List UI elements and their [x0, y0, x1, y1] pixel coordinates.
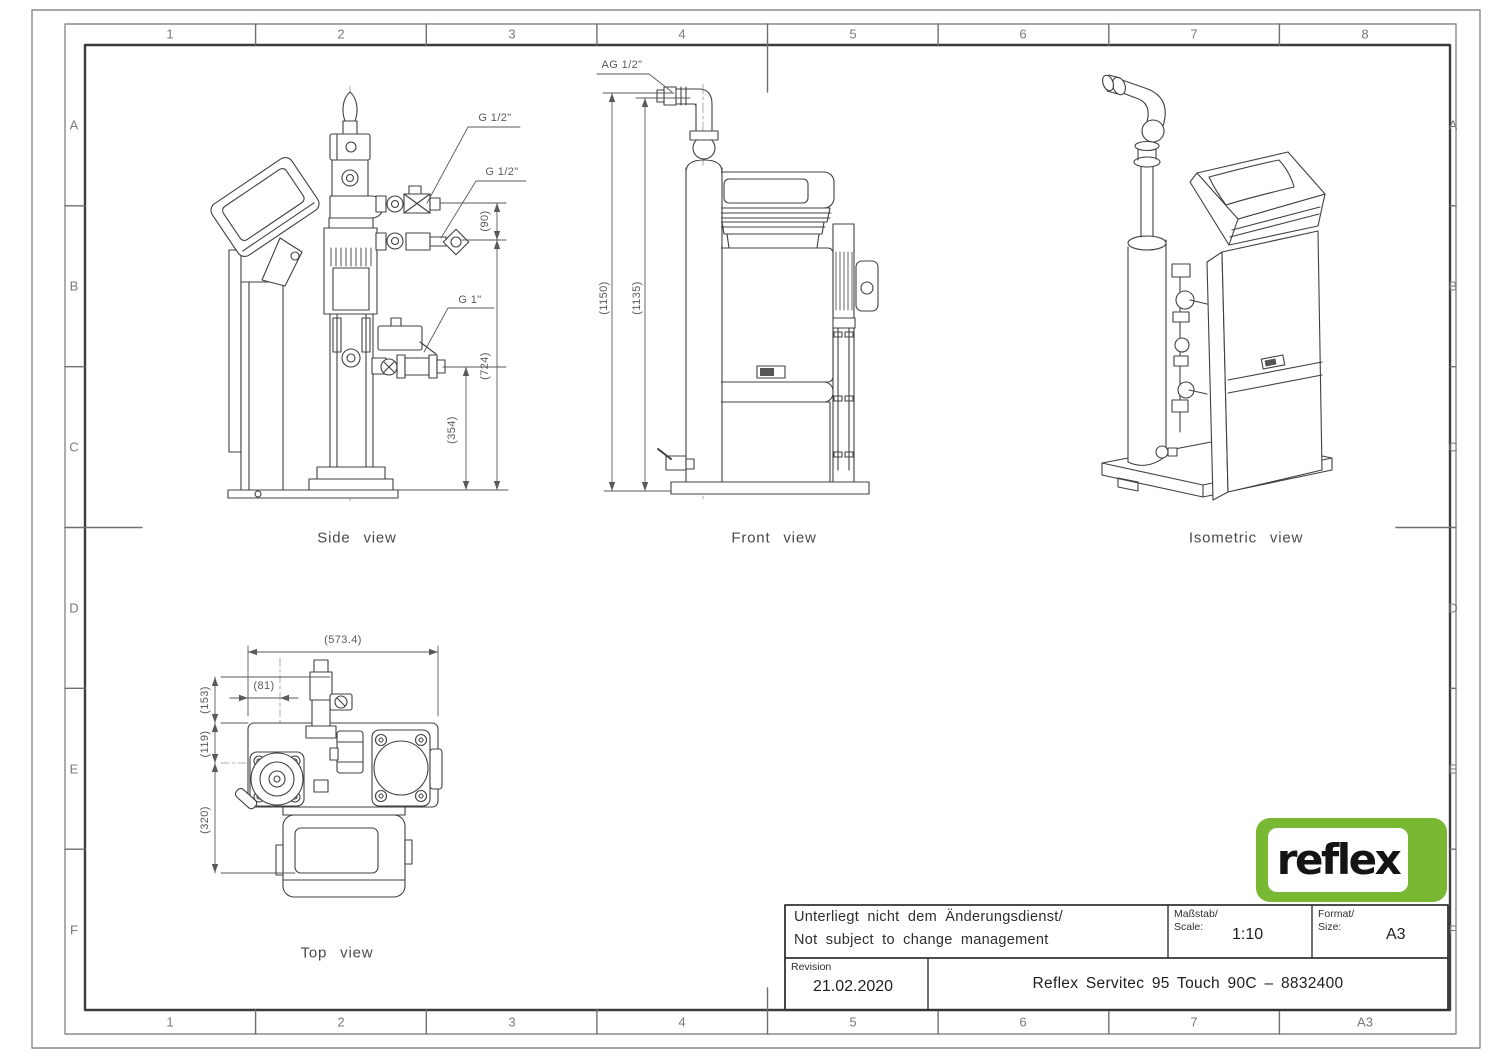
grid-col-bottom-3: 3	[508, 1014, 516, 1030]
grid-col-bottom-1: 1	[166, 1014, 174, 1030]
grid-row-right-f: F	[1449, 922, 1457, 938]
grid-col-top-2: 2	[337, 26, 345, 42]
grid-col-top-6: 6	[1019, 26, 1027, 42]
front-dim-1135: (1135)	[631, 281, 643, 315]
format-label-de: Format/	[1318, 908, 1355, 920]
grid-row-left-a: A	[69, 117, 79, 133]
grid-row-right-d: D	[1448, 600, 1458, 616]
grid-row-left-c: C	[69, 439, 79, 455]
grid-row-right-b: B	[1448, 278, 1458, 294]
revision-date: 21.02.2020	[813, 978, 894, 995]
grid-col-top-7: 7	[1190, 26, 1198, 42]
grid-col-top-8: 8	[1361, 26, 1369, 42]
top-dim-81: (81)	[253, 680, 275, 692]
grid-col-bottom-2: 2	[337, 1014, 345, 1030]
isometric-view-label: Isometric view	[1188, 529, 1304, 547]
scale-label-de: Maßstab/	[1174, 908, 1218, 920]
drawing-title: Reflex Servitec 95 Touch 90C – 8832400	[1032, 975, 1344, 992]
side-callout-g12-mid: G 1/2"	[485, 166, 519, 178]
grid-col-bottom-5: 5	[849, 1014, 857, 1030]
side-view-dimensions	[398, 127, 526, 490]
top-view-drawing	[221, 658, 442, 897]
top-dim-320: (320)	[199, 806, 211, 834]
grid-col-bottom-7: 7	[1190, 1014, 1198, 1030]
grid-col-bottom-8: A3	[1357, 1014, 1373, 1030]
side-dim-724: (724)	[479, 352, 491, 380]
grid-row-left-e: E	[69, 761, 79, 777]
side-view-label: Side view	[317, 529, 397, 547]
format-label-en: Size:	[1318, 921, 1342, 933]
front-view-drawing	[657, 84, 878, 500]
grid-col-top-3: 3	[508, 26, 516, 42]
revision-label: Revision	[791, 961, 832, 973]
side-dim-90: (90)	[479, 210, 491, 232]
front-dim-1150: (1150)	[598, 281, 610, 315]
grid-col-top-1: 1	[166, 26, 174, 42]
reflex-logo	[1256, 818, 1447, 902]
side-dim-354: (354)	[446, 416, 458, 444]
scale-value: 1:10	[1232, 926, 1264, 943]
disclaimer-line-en: Not subject to change management	[794, 932, 1049, 948]
grid-col-top-4: 4	[678, 26, 686, 42]
front-view-label: Front view	[731, 529, 817, 547]
grid-row-left-f: F	[70, 922, 78, 938]
grid-row-right-c: C	[1448, 439, 1458, 455]
reflex-logo-inner	[1268, 828, 1408, 892]
disclaimer-line-de: Unterliegt nicht dem Änderungsdienst/	[794, 909, 1063, 925]
grid-col-bottom-4: 4	[678, 1014, 686, 1030]
reflex-logo-text: reflex	[1276, 835, 1400, 884]
top-dim-153: (153)	[199, 686, 211, 714]
isometric-view-drawing	[1101, 74, 1332, 500]
top-dim-119: (119)	[199, 730, 211, 758]
grid-col-bottom-6: 6	[1019, 1014, 1027, 1030]
side-view-drawing	[208, 86, 469, 502]
grid-row-left-d: D	[69, 600, 79, 616]
grid-row-right-e: E	[1448, 761, 1458, 777]
grid-row-right-a: A	[1448, 117, 1458, 133]
front-callout-ag12: AG 1/2"	[601, 59, 643, 71]
grid-row-left-b: B	[69, 278, 79, 294]
side-callout-g12-top: G 1/2"	[478, 112, 512, 124]
side-callout-g1: G 1"	[458, 294, 482, 306]
top-view-label: Top view	[300, 944, 374, 962]
format-value: A3	[1386, 926, 1406, 943]
front-view-dimensions	[597, 74, 690, 491]
scale-label-en: Scale:	[1174, 921, 1204, 933]
grid-col-top-5: 5	[849, 26, 857, 42]
top-dim-5734: (573.4)	[324, 634, 362, 646]
